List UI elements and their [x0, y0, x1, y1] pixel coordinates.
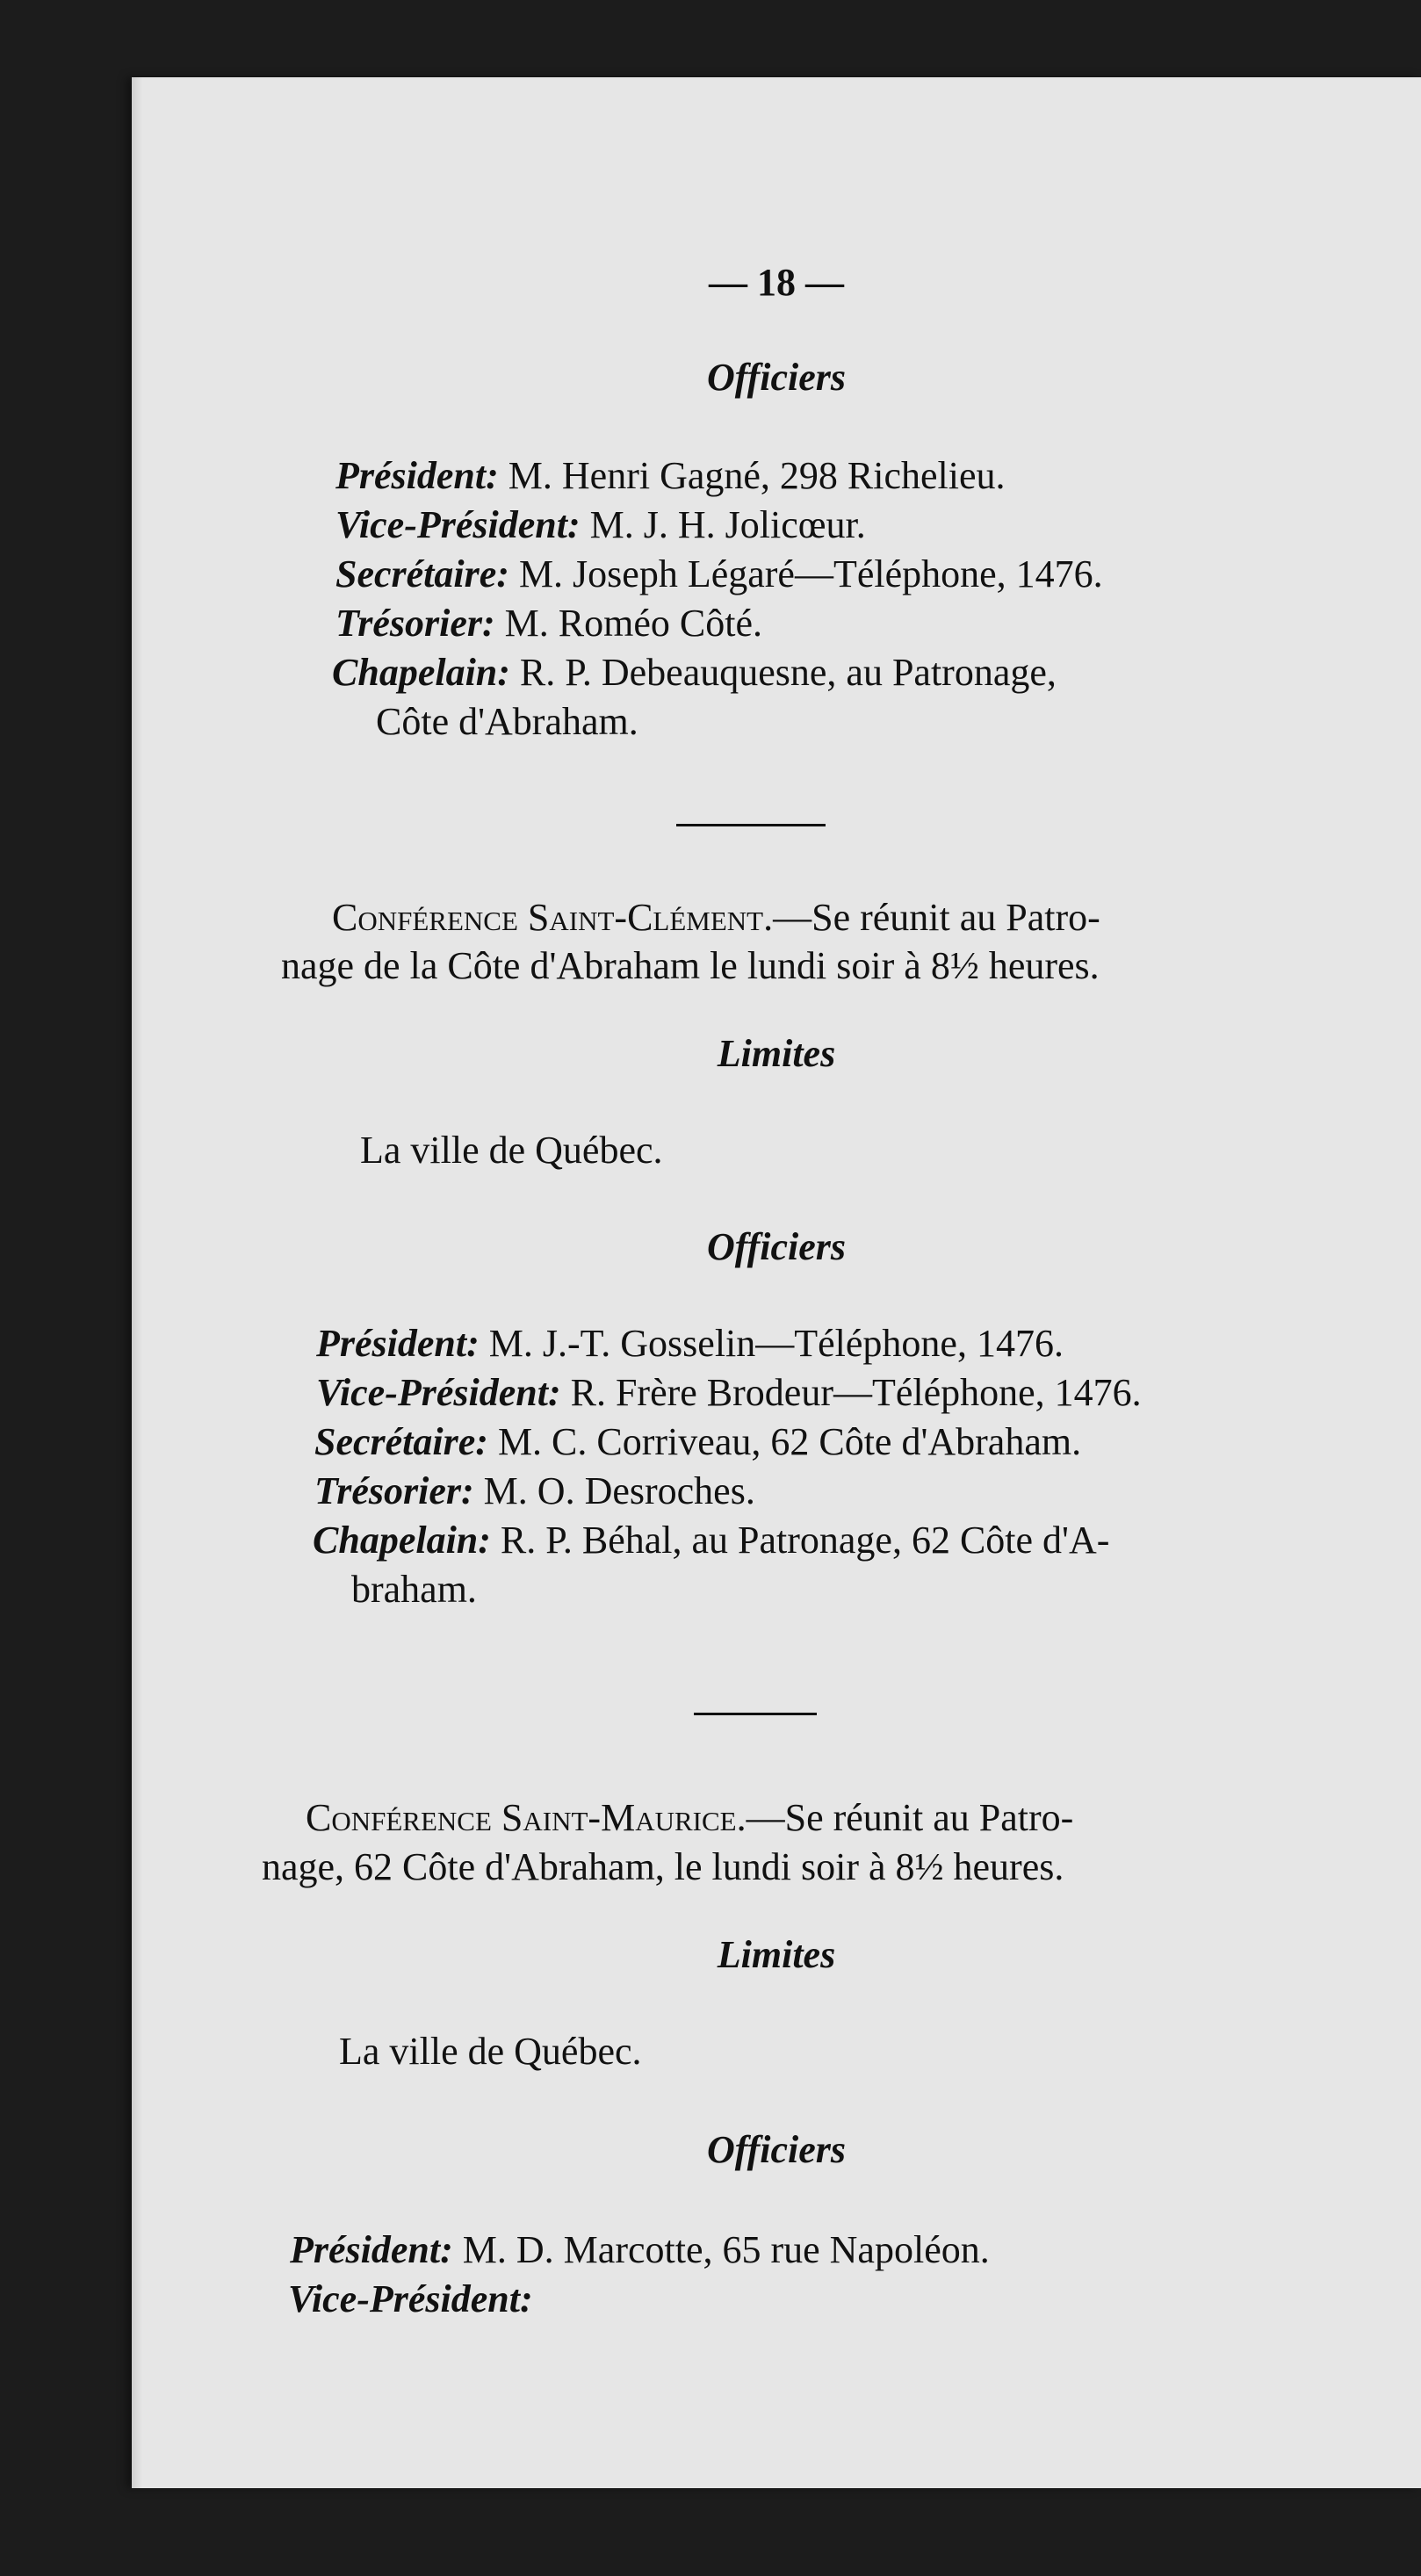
conference-intro-line1: Conférence Saint-Clément.—Se réunit au Patro-: [332, 896, 1100, 939]
officer-line-chapelain: Chapelain: R. P. Béhal, au Patronage, 62 Côte d'A-: [313, 1519, 1110, 1562]
page-number: — 18 —: [709, 261, 844, 304]
limites-heading: Limites: [717, 1933, 836, 1976]
officer-line-tresorier: Trésorier: M. O. Desroches.: [314, 1469, 755, 1512]
officer-line-secretaire: Secrétaire: M. C. Corriveau, 62 Côte d'Abraham.: [314, 1420, 1082, 1463]
officer-line-tresorier: Trésorier: M. Roméo Côté.: [335, 602, 762, 645]
officers-heading: Officiers: [706, 1225, 847, 1268]
conference-intro-line2: nage de la Côte d'Abraham le lundi soir à 8½ heures.: [281, 944, 1100, 987]
officer-line-chapelain-cont: braham.: [351, 1568, 477, 1611]
section-divider: [676, 824, 826, 826]
limites-text: La ville de Québec.: [339, 2030, 642, 2073]
officer-line-president: Président: M. Henri Gagné, 298 Richelieu.: [335, 454, 1006, 497]
officer-line-vice-president: Vice-Président: R. Frère Brodeur—Téléphone, 1476.: [316, 1371, 1142, 1414]
officer-line-president: Président: M. D. Marcotte, 65 rue Napoléon.: [290, 2228, 990, 2271]
officers-heading: Officiers: [706, 2128, 847, 2171]
section-divider: [694, 1713, 817, 1715]
document-page: [132, 77, 1421, 2488]
conference-intro-line2: nage, 62 Côte d'Abraham, le lundi soir à 8½ heures.: [262, 1845, 1064, 1888]
conference-intro-line1: Conférence Saint-Maurice.—Se réunit au Patro-: [306, 1796, 1074, 1839]
officer-line-chapelain: Chapelain: R. P. Debeauquesne, au Patronage,: [332, 651, 1057, 694]
officer-line-chapelain-cont: Côte d'Abraham.: [376, 700, 638, 743]
officer-line-secretaire: Secrétaire: M. Joseph Légaré—Téléphone, 1476.: [335, 552, 1103, 595]
limites-text: La ville de Québec.: [360, 1129, 663, 1172]
officer-line-vice-president: Vice-Président: M. J. H. Jolicœur.: [335, 503, 866, 546]
limites-heading: Limites: [717, 1032, 836, 1075]
officer-line-vice-president: Vice-Président:: [288, 2277, 533, 2320]
officer-line-president: Président: M. J.-T. Gosselin—Téléphone, 1476.: [316, 1322, 1064, 1365]
officers-heading: Officiers: [706, 356, 847, 399]
